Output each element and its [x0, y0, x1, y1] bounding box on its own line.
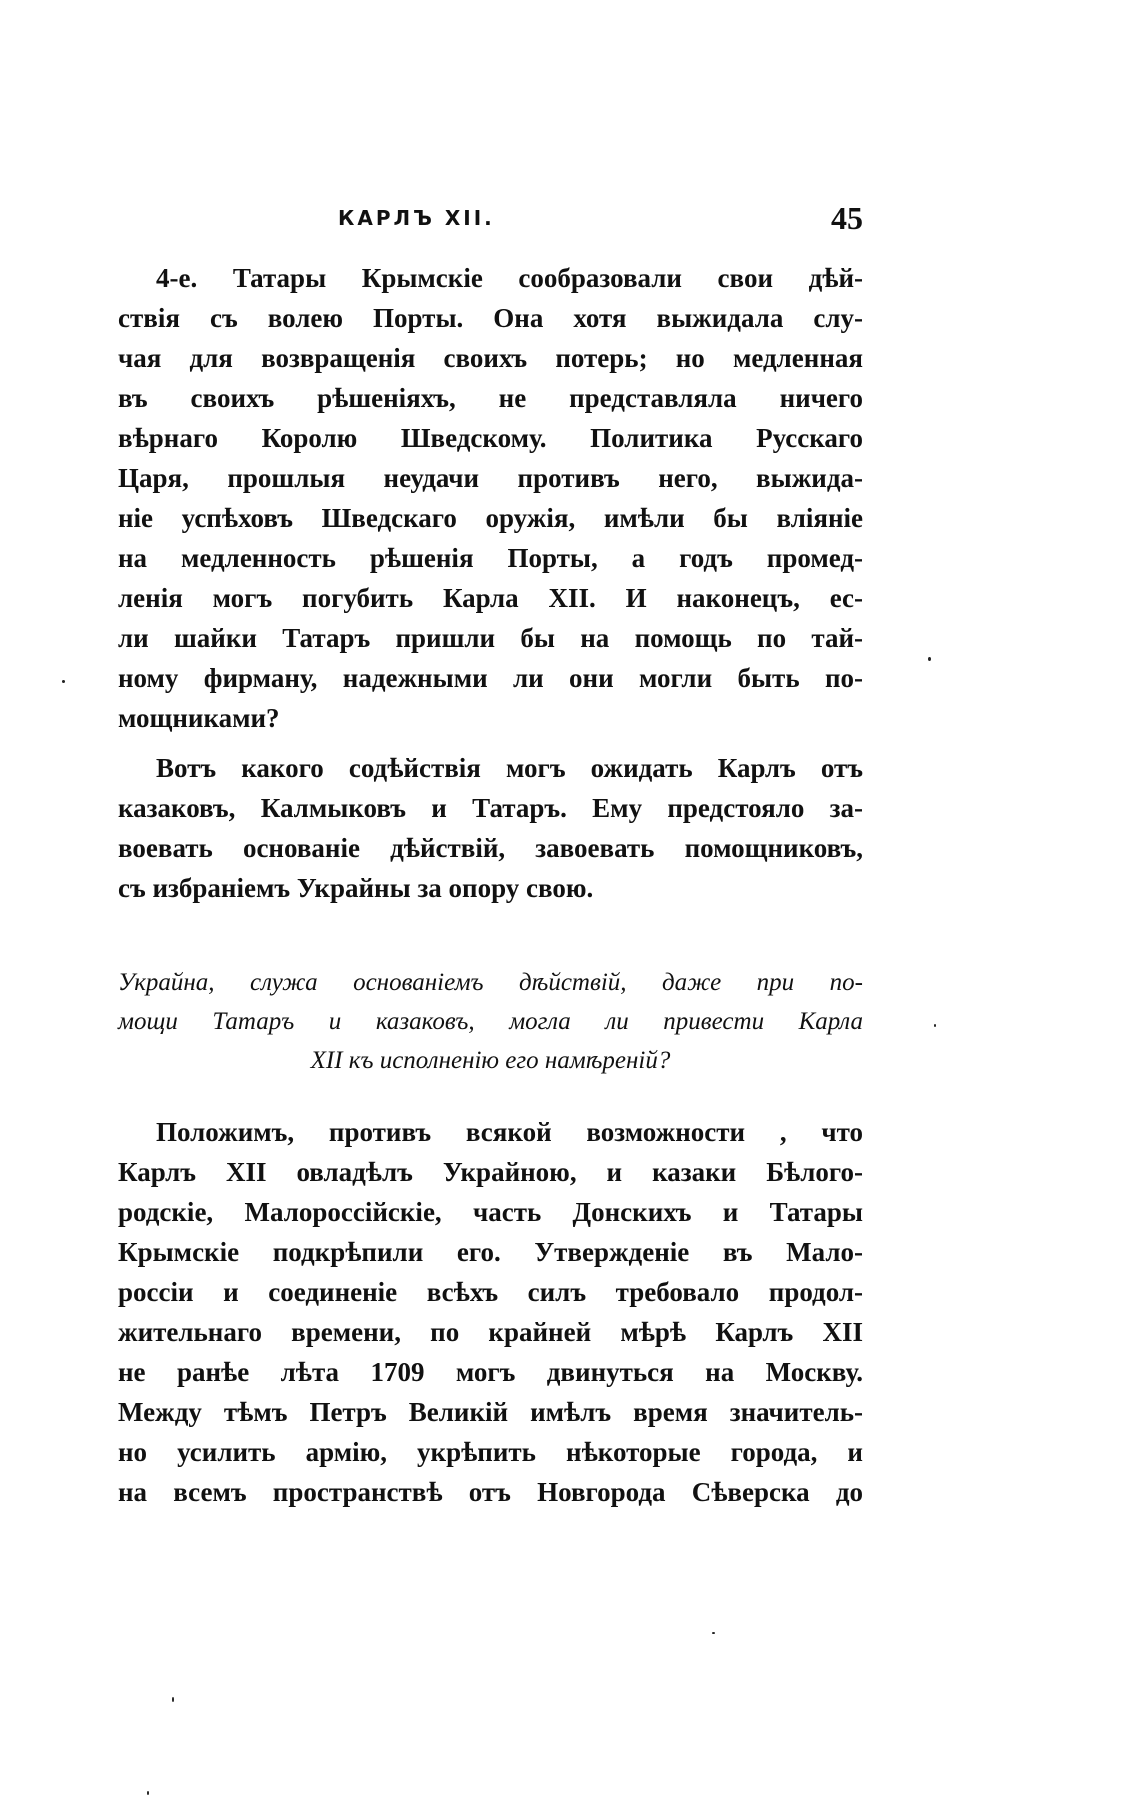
- text-line: ному фирману, надежными ли они могли быть по-: [118, 663, 863, 693]
- text-line: россіи и соединеніе всѣхъ силъ требовало продол-: [118, 1277, 863, 1307]
- text-line: на медленность рѣшенія Порты, а годъ промед-: [118, 543, 863, 573]
- text-line: въ своихъ рѣшеніяхъ, не представляла ничего: [118, 383, 863, 413]
- text-line: на всемъ пространствѣ отъ Новгорода Сѣверска до: [118, 1477, 863, 1507]
- text-line: Карлъ XII овладѣлъ Украйною, и казаки Бѣлого-: [118, 1157, 863, 1187]
- text-line: но усилить армію, укрѣпить нѣкоторые города, и: [118, 1437, 863, 1467]
- scan-speck: [147, 1791, 149, 1795]
- scan-speck: [934, 1024, 936, 1027]
- paragraph-2: [118, 748, 863, 908]
- text-line: Положимъ, противъ всякой возможности , что: [156, 1117, 863, 1147]
- text-line: ли шайки Татаръ пришли бы на помощь по тай-: [118, 623, 863, 653]
- text-line: ствія съ волею Порты. Она хотя выжидала слу-: [118, 303, 863, 333]
- heading-line: Украйна, служа основаніемъ дѣйствій, даже при по-: [118, 969, 863, 996]
- scan-speck: [62, 680, 65, 683]
- text-line: Вотъ какого содѣйствія могъ ожидать Карлъ отъ: [156, 753, 863, 783]
- paragraph-1: [118, 258, 863, 738]
- text-line: не ранѣе лѣта 1709 могъ двинуться на Москву.: [118, 1357, 863, 1387]
- scan-speck: [712, 1632, 715, 1634]
- text-line: воевать основаніе дѣйствій, завоевать помощниковъ,: [118, 833, 863, 863]
- scan-speck: [172, 1697, 174, 1702]
- section-heading: [118, 963, 863, 1080]
- paragraph-3: [118, 1112, 863, 1512]
- heading-line: XII къ исполненію его намѣреній?: [310, 1047, 671, 1074]
- heading-line: мощи Татаръ и казаковъ, могла ли привести Карла: [118, 1008, 863, 1035]
- page-number: 45: [831, 200, 863, 236]
- text-line: Крымскіе подкрѣпили его. Утвержденіе въ Мало-: [118, 1237, 863, 1267]
- running-head: [118, 200, 863, 240]
- text-line: Между тѣмъ Петръ Великій имѣлъ время значитель-: [118, 1397, 863, 1427]
- text-line: мощниками?: [118, 703, 280, 733]
- text-line: вѣрнаго Королю Шведскому. Политика Русскаго: [118, 423, 863, 453]
- running-title: КАРЛЪ XII.: [338, 206, 495, 230]
- text-line: Царя, прошлыя неудачи противъ него, выжида-: [118, 463, 863, 493]
- text-line: чая для возвращенія своихъ потерь; но медленная: [118, 343, 863, 373]
- text-line: 4-е. Татары Крымскіе сообразовали свои дѣй-: [156, 263, 863, 293]
- text-line: съ избраніемъ Украйны за опору свою.: [118, 873, 594, 903]
- text-line: ленія могъ погубить Карла XII. И наконецъ, ес-: [118, 583, 863, 613]
- text-line: ніе успѣховъ Шведскаго оружія, имѣли бы вліяніе: [118, 503, 863, 533]
- text-line: казаковъ, Калмыковъ и Татаръ. Ему предстояло за-: [118, 793, 863, 823]
- text-line: жительнаго времени, по крайней мѣрѣ Карлъ XII: [118, 1317, 863, 1347]
- scan-speck: [928, 657, 931, 661]
- text-line: родскіе, Малороссійскіе, часть Донскихъ и Татары: [118, 1197, 863, 1227]
